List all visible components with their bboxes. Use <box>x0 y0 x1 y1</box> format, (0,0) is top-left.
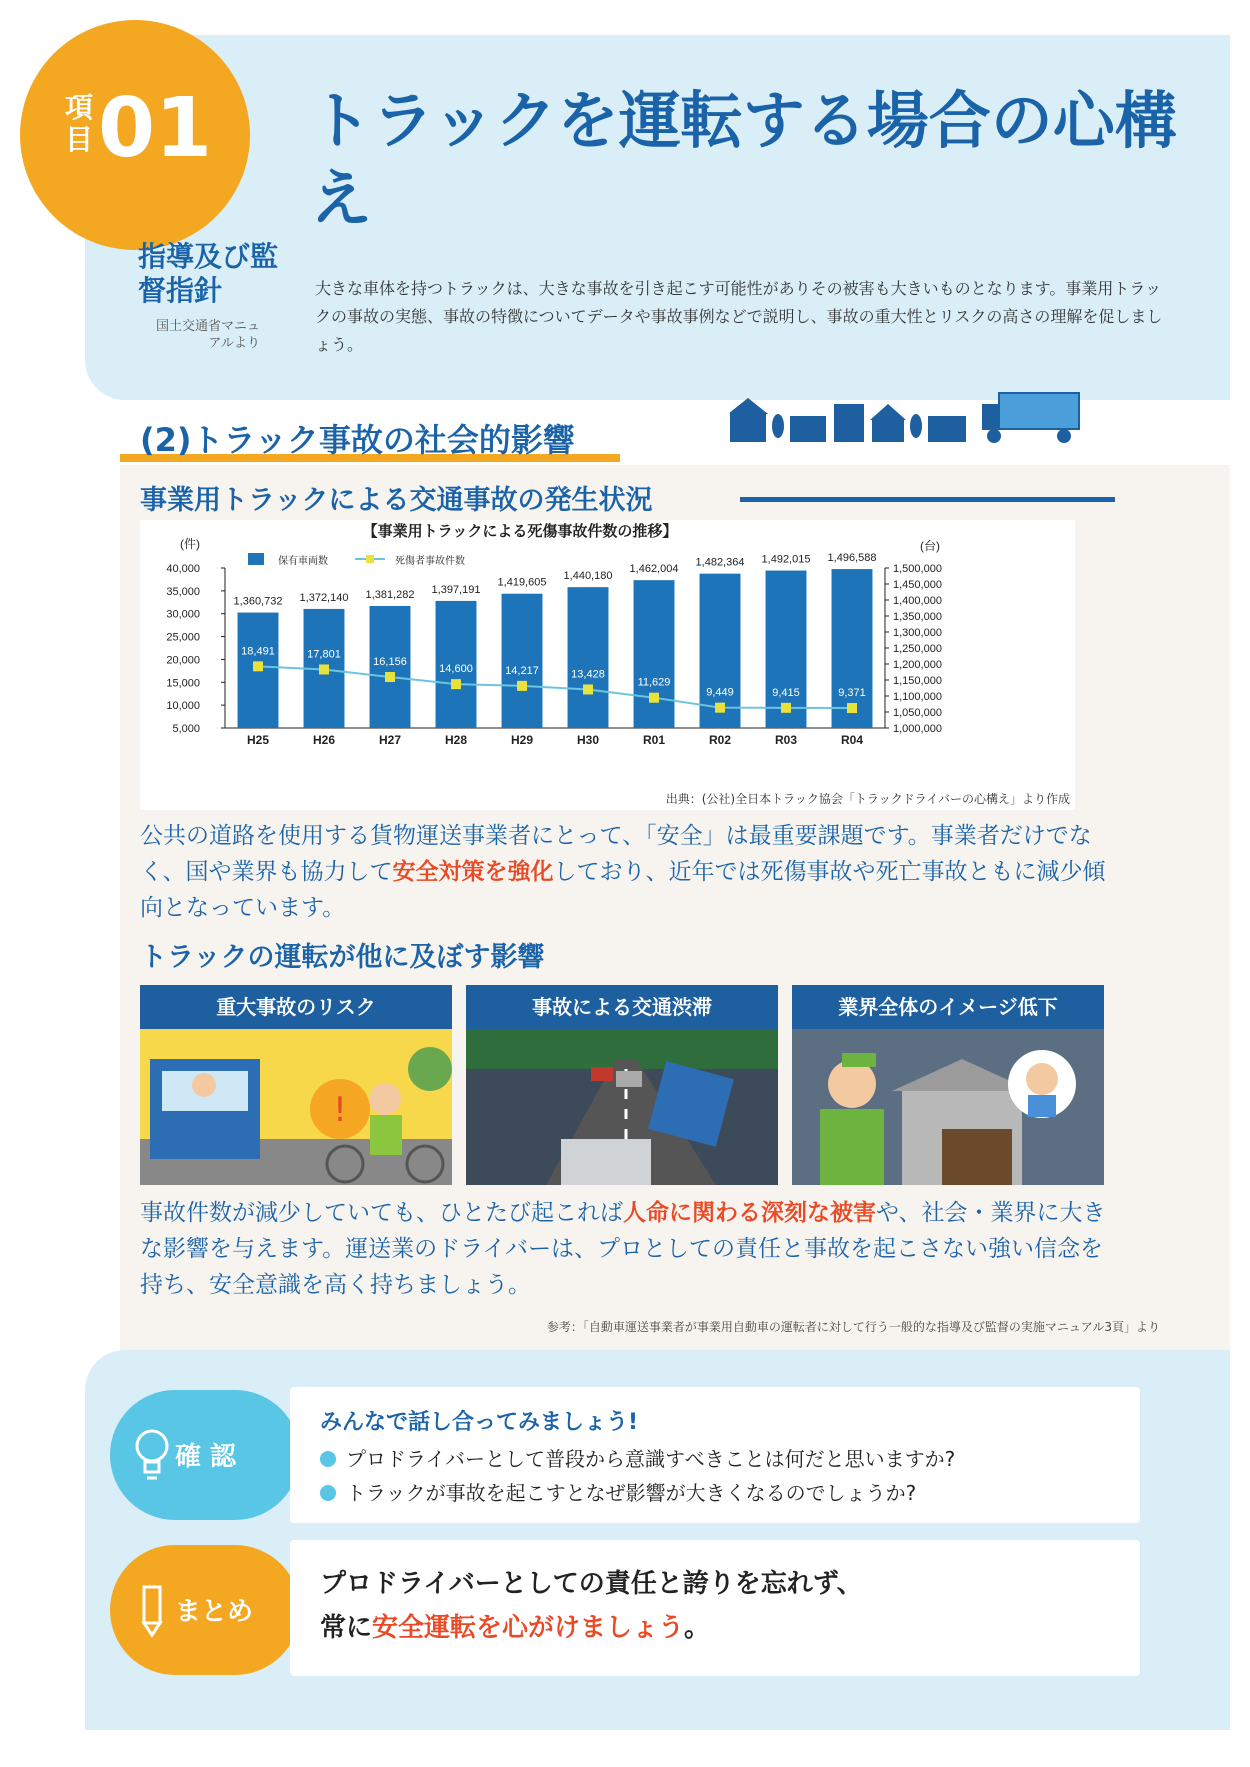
bar-H29 <box>502 594 543 728</box>
right-tick-label: 1,300,000 <box>893 627 942 639</box>
bullet-icon <box>320 1451 336 1467</box>
left-tick-label: 35,000 <box>166 585 200 598</box>
line-value-label: 17,801 <box>307 648 341 661</box>
bar-R01 <box>634 580 675 728</box>
legend-bar-label: 保有車両数 <box>278 556 328 567</box>
question-2 <box>320 1477 916 1506</box>
line-value-label: 9,371 <box>838 687 866 700</box>
bar-value-label: 1,381,282 <box>365 588 415 601</box>
right-tick-label: 1,400,000 <box>893 595 942 607</box>
bar-value-label: 1,482,364 <box>695 556 745 569</box>
summary-line-2a: 常に <box>320 1613 373 1643</box>
chart-section-title: 事業用トラックによる交通事故の発生状況 <box>140 485 653 516</box>
panel-title: 業界全体のイメージ低下 <box>792 985 1104 1029</box>
x-tick-label: H29 <box>510 733 534 747</box>
accident-line <box>258 666 852 708</box>
summary-label: まとめ <box>175 1597 254 1627</box>
left-tick-label: 15,000 <box>166 677 200 690</box>
building-icon <box>834 404 864 442</box>
line-point-H30 <box>583 684 593 694</box>
summary-line-1: プロドライバーとしての責任と誇りを忘れず、 <box>320 1569 863 1599</box>
house-icon <box>730 412 766 442</box>
panel-accident-risk <box>140 985 452 1185</box>
bar-value-label: 1,496,588 <box>827 552 877 565</box>
intro-text: 大きな車体を持つトラックは、大きな事故を引き起こす可能性がありその被害も大きいものとなります。事業用トラックの事故の実態、事故の特徴についてデータや事故事例などで説明し、事故の重大性とリスクの高さの理解を促しましょう。 <box>315 279 1163 354</box>
wheel-icon <box>987 429 1001 443</box>
body-text-2 <box>140 1195 1120 1303</box>
line-point-R02 <box>715 703 725 713</box>
guide-source: 国土交通省マニュアルより <box>155 319 260 351</box>
chart-title: 【事業用トラックによる死傷事故件数の推移】 <box>362 523 678 540</box>
right-tick-label: 1,150,000 <box>893 675 942 687</box>
x-tick-label: H28 <box>444 733 468 747</box>
right-tick-label: 1,100,000 <box>893 691 942 703</box>
right-tick-label: 1,500,000 <box>893 563 942 575</box>
text-2-highlight: 人命に関わる深刻な被害 <box>623 1200 876 1226</box>
roof-icon <box>870 404 906 420</box>
text-1-highlight: 安全対策を強化 <box>392 859 554 885</box>
tree-icon <box>910 414 922 438</box>
text-1b: しており、近年では死傷事故や死亡事故ともに減少傾向となっています。 <box>140 859 1106 921</box>
bar-value-label: 1,462,004 <box>629 563 679 576</box>
line-value-label: 9,449 <box>706 686 734 699</box>
lightbulb-icon <box>132 1426 172 1484</box>
accident-illustration <box>140 1029 452 1185</box>
question-1-text: プロドライバーとして普段から意識すべきことは何だと思いますか? <box>346 1447 956 1471</box>
industry-image-illustration <box>792 1029 1104 1185</box>
text-2b: や、社会・業界に大きな影響を与えます。運送業のドライバーは、プロとしての責任と事故を起こさない強い信念を持ち、安全意識を高く持ちましょう。 <box>140 1200 1106 1298</box>
badge-label: 項目 <box>64 91 93 156</box>
shop-icon <box>928 416 966 442</box>
left-axis-unit: (件) <box>180 537 200 551</box>
text-2a: 事故件数が減少していても、ひとたび起これば <box>140 1200 623 1226</box>
traffic-jam-illustration <box>466 1029 778 1185</box>
line-point-H28 <box>451 679 461 689</box>
section-title: (2)トラック事故の社会的影響 <box>140 421 575 459</box>
svg-text:!: ! <box>333 1090 347 1130</box>
line-value-label: 11,629 <box>637 676 671 689</box>
line-value-label: 16,156 <box>373 656 407 669</box>
line-value-label: 9,415 <box>772 686 800 699</box>
confirm-label: 確 認 <box>175 1442 237 1472</box>
truck-cab-icon <box>982 404 1000 430</box>
left-tick-label: 10,000 <box>166 700 200 713</box>
question-2-text: トラックが事故を起こすとなぜ影響が大きくなるのでしょうか? <box>346 1481 917 1505</box>
bar-value-label: 1,440,180 <box>563 570 613 583</box>
panel-traffic-jam <box>466 985 778 1185</box>
line-point-H27 <box>385 672 395 682</box>
legend-line-label: 死傷者事故件数 <box>395 556 465 567</box>
x-tick-label: H26 <box>312 733 336 747</box>
wheel-icon <box>1057 429 1071 443</box>
house-icon <box>872 418 904 442</box>
right-axis-unit: (台) <box>920 539 940 553</box>
bullet-icon <box>320 1485 336 1501</box>
roof-icon <box>730 398 768 414</box>
bar-value-label: 1,372,140 <box>299 591 349 604</box>
summary-label-pill <box>110 1545 300 1675</box>
confirm-title: みんなで話し合ってみましょう! <box>320 1410 639 1435</box>
legend-bar-swatch <box>248 553 264 565</box>
accident-chart <box>140 520 1075 810</box>
guide-title: 指導及び監督指針 <box>138 240 279 307</box>
left-tick-label: 25,000 <box>166 631 200 644</box>
line-point-H26 <box>319 664 329 674</box>
bar-value-label: 1,360,732 <box>233 595 283 608</box>
line-point-H29 <box>517 681 527 691</box>
left-tick-label: 40,000 <box>166 563 200 575</box>
chart-container <box>140 520 1075 810</box>
reference-note: 参考：「自動車運送事業者が事業用自動車の運転者に対して行う一般的な指導及び監督の実施マニュアル3頁」より <box>546 1320 1160 1334</box>
badge-number: 01 <box>98 81 213 176</box>
x-tick-label: H25 <box>246 733 270 747</box>
panel-title: 重大事故のリスク <box>140 985 452 1029</box>
text-1a: 公共の道路を使用する貨物運送事業者にとって、「安全」は最重要課題です。事業者だけでなく、国や業界も協力して <box>140 823 1092 885</box>
line-value-label: 13,428 <box>571 668 605 681</box>
bar-H30 <box>568 587 609 728</box>
line-value-label: 14,600 <box>439 663 473 676</box>
page-title: トラックを運転する場合の心構え <box>310 84 1177 235</box>
line-point-R03 <box>781 703 791 713</box>
line-point-H25 <box>253 661 263 671</box>
legend-marker <box>366 555 374 563</box>
line-point-R04 <box>847 703 857 713</box>
truck-body-icon <box>1000 394 1078 428</box>
summary-line-2 <box>320 1606 1120 1650</box>
body-text-1 <box>140 818 1120 926</box>
x-tick-label: H27 <box>378 733 402 747</box>
tree-icon <box>772 414 784 438</box>
line-value-label: 18,491 <box>241 645 275 658</box>
impact-section-title: トラックの運転が他に及ぼす影響 <box>140 942 545 973</box>
x-tick-label: R02 <box>708 733 732 747</box>
right-tick-label: 1,250,000 <box>893 643 942 655</box>
x-tick-label: R03 <box>774 733 798 747</box>
right-tick-label: 1,000,000 <box>893 723 942 735</box>
left-tick-label: 20,000 <box>166 654 200 667</box>
x-tick-label: R04 <box>840 733 864 747</box>
x-tick-label: H30 <box>576 733 600 747</box>
right-tick-label: 1,050,000 <box>893 707 942 719</box>
town-illustration <box>730 390 1130 450</box>
summary-box <box>290 1540 1140 1676</box>
x-tick-label: R01 <box>642 733 666 747</box>
right-tick-label: 1,200,000 <box>893 659 942 671</box>
line-value-label: 14,217 <box>505 664 539 677</box>
title-rule <box>740 497 1115 502</box>
left-tick-label: 30,000 <box>166 608 200 621</box>
bar-value-label: 1,492,015 <box>761 553 811 566</box>
question-1 <box>320 1443 955 1472</box>
panel-title: 事故による交通渋滞 <box>466 985 778 1029</box>
line-point-R01 <box>649 693 659 703</box>
shop-icon <box>790 416 826 442</box>
pencil-icon <box>132 1581 172 1639</box>
confirm-label-pill <box>110 1390 300 1520</box>
summary-highlight: 安全運転を心がけましょう <box>372 1613 685 1643</box>
confirm-box <box>290 1387 1140 1523</box>
summary-line-2b: 。 <box>684 1613 711 1643</box>
panel-industry-image <box>792 985 1104 1185</box>
left-tick-label: 5,000 <box>172 723 200 735</box>
bar-value-label: 1,397,191 <box>431 583 481 596</box>
bar-value-label: 1,419,605 <box>497 576 547 589</box>
summary-text <box>320 1562 1120 1650</box>
chart-source: 出典：(公社)全日本トラック協会「トラックドライバーの心構え」より作成 <box>665 792 1070 806</box>
right-tick-label: 1,350,000 <box>893 611 942 623</box>
right-tick-label: 1,450,000 <box>893 579 942 591</box>
